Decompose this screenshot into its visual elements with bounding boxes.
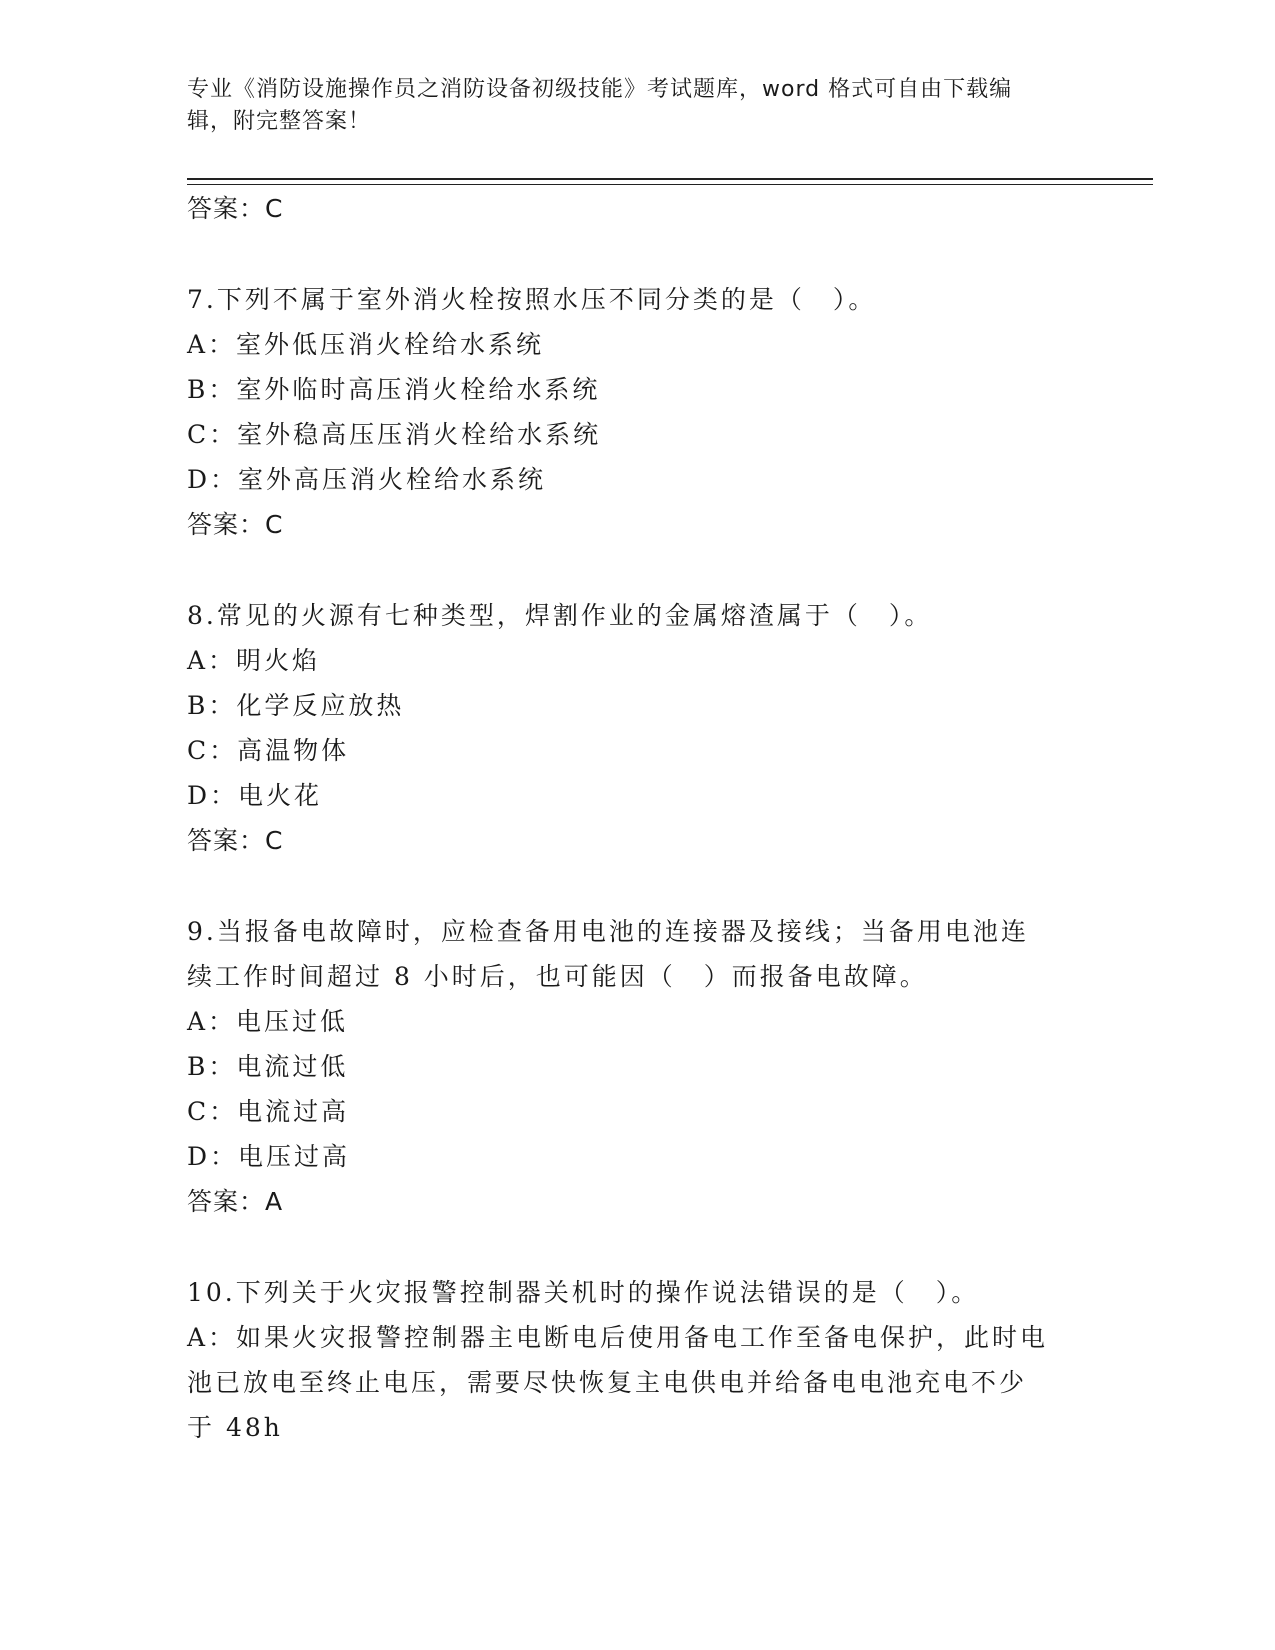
option-a: A：明火焰 <box>187 646 321 675</box>
header-rule-thick <box>187 178 1153 180</box>
spacer <box>187 231 1087 277</box>
option-a-continued: 于 48h <box>187 1413 283 1442</box>
option-a: A：电压过低 <box>187 1007 349 1036</box>
page-header <box>187 74 1067 138</box>
option-b: B：室外临时高压消火栓给水系统 <box>187 375 601 404</box>
answer-line: 答案：C <box>187 510 284 539</box>
spacer <box>187 1224 1087 1270</box>
question-item-9 <box>187 909 1087 1224</box>
option-a: A：如果火灾报警控制器主电断电后使用备电工作至备电保护，此时电 <box>187 1323 1049 1352</box>
answer-line: 答案：C <box>187 194 284 223</box>
option-d: D：电火花 <box>187 781 323 810</box>
answer-line: 答案：A <box>187 1187 284 1216</box>
option-a: A：室外低压消火栓给水系统 <box>187 330 545 359</box>
option-c: C：电流过高 <box>187 1097 350 1126</box>
question-item-7 <box>187 277 1087 547</box>
spacer <box>187 863 1087 909</box>
option-c: C：高温物体 <box>187 736 350 765</box>
option-c: C：室外稳高压压消火栓给水系统 <box>187 420 602 449</box>
option-d: D：电压过高 <box>187 1142 351 1171</box>
answer-line: 答案：C <box>187 826 284 855</box>
question-stem: 10.下列关于火灾报警控制器关机时的操作说法错误的是（ ）。 <box>187 1278 980 1307</box>
option-b: B：电流过低 <box>187 1052 349 1081</box>
option-a-continued: 池已放电至终止电压，需要尽快恢复主电供电并给备电电池充电不少 <box>187 1368 1028 1397</box>
spacer <box>187 547 1087 593</box>
header-line-2: 辑，附完整答案！ <box>187 109 372 134</box>
option-d: D：室外高压消火栓给水系统 <box>187 465 547 494</box>
question-stem: 9.当报备电故障时，应检查备用电池的连接器及接线；当备用电池连 <box>187 917 1029 946</box>
header-line-1: 专业《消防设施操作员之消防设备初级技能》考试题库，word 格式可自由下载编 <box>187 77 1013 102</box>
header-rule-thin <box>187 184 1153 185</box>
question-list <box>187 186 1087 1450</box>
question-stem: 8.常见的火源有七种类型，焊割作业的金属熔渣属于（ ）。 <box>187 601 933 630</box>
question-item-10 <box>187 1270 1087 1450</box>
question-stem: 7.下列不属于室外消火栓按照水压不同分类的是（ ）。 <box>187 285 877 314</box>
option-b: B：化学反应放热 <box>187 691 405 720</box>
question-stem-continued: 续工作时间超过 8 小时后，也可能因（ ）而报备电故障。 <box>187 962 928 991</box>
question-item-8 <box>187 593 1087 863</box>
